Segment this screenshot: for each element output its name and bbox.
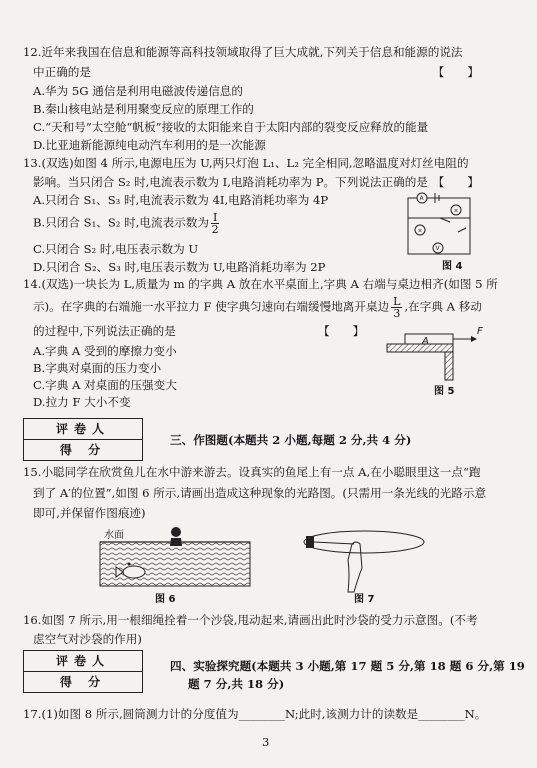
svg-text:×: × (417, 227, 423, 235)
water-surface-label: 水面 (104, 530, 124, 541)
q16-stem-line2: 虑空气对沙袋的作用) (33, 632, 142, 646)
q13-stem-line1: 13.(双选)如图 4 所示,电源电压为 U,两只灯泡 L₁、L₂ 完全相同,忽略温度对灯丝电阻的 (23, 156, 469, 170)
sandbag-swing-figure7 (296, 526, 436, 596)
q15-stem-line1: 15.小聪同学在欣赏鱼儿在水中游来游去。设真实的鱼尾上有一点 A,在小聪眼里这一点“跑 (23, 465, 481, 479)
section4-reviewer-label: 评卷人 (55, 654, 110, 668)
figure5-block-label: A (422, 336, 429, 347)
q13-option-c: C.只闭合 S₂ 时,电压表示数为 U (33, 242, 199, 256)
q14-stem-line3: 的过程中,下列说法正确的是 (33, 324, 176, 338)
q14-option-a: A.字典 A 受到的摩擦力变小 (33, 344, 177, 358)
q12-option-d: D.比亚迪新能源纯电动汽车利用的是一次能源 (33, 138, 266, 152)
figure5-caption: 图 5 (434, 386, 455, 397)
q12-answer-bracket: 【 】 (432, 65, 479, 79)
q14-option-c: C.字典 A 对桌面的压强变大 (33, 378, 177, 392)
figure4-caption: 图 4 (442, 261, 463, 272)
q12-option-b: B.秦山核电站是利用聚变反应的原理工作的 (33, 102, 254, 116)
q14-fraction-denominator: 3 (393, 307, 401, 320)
q14-stem-line2 (33, 296, 482, 319)
figure5-force-label: F (477, 326, 483, 337)
svg-text:×: × (453, 207, 459, 215)
circuit-diagram-figure4 (400, 192, 480, 264)
page-number: 3 (262, 735, 270, 749)
q13-option-d: D.只闭合 S₂、S₃ 时,电压表示数为 U,电路消耗功率为 2P (33, 260, 326, 274)
section4-title-line2: 题 7 分,共 18 分) (188, 677, 285, 691)
q13-stem-line2: 影响。当只闭合 S₂ 时,电流表示数为 I,电路消耗功率为 P。下列说法正确的是 (33, 175, 428, 189)
q13-answer-bracket: 【 】 (432, 175, 479, 189)
q12-stem-line2: 中正确的是 (33, 65, 91, 79)
section3-score-box (23, 418, 143, 461)
q13-option-b-fraction (211, 212, 219, 235)
svg-text:A: A (419, 195, 424, 202)
q14-answer-bracket: 【 】 (318, 324, 365, 338)
q13-option-a: A.只闭合 S₁、S₃ 时,电流表示数为 4I,电路消耗功率为 4P (33, 193, 329, 207)
dictionary-table-figure5 (383, 324, 483, 384)
q14-stem-line2-text: 示)。在字典的右端施一水平拉力 F 使字典匀速向右端缓慢地离开桌边 (33, 299, 390, 314)
q14-fraction-numerator: L (393, 295, 401, 308)
q14-stem-fraction (391, 296, 402, 319)
q15-stem-line2: 到了 A′的位置”,如图 6 所示,请画出造成这种现象的光路图。(只需用一条光线的光路示意 (33, 486, 487, 500)
q14-stem-line2-end: ,在字典 A 移动 (404, 299, 482, 314)
q14-stem-line1: 14.(双选)一块长为 L,质量为 m 的字典 A 放在水平桌面上,字典 A 右端与桌边相齐(如图 5 所 (23, 277, 498, 291)
q14-option-b: B.字典对桌面的压力变小 (33, 361, 162, 375)
figure7-caption: 图 7 (354, 594, 375, 605)
q13-option-b-text: B.只闭合 S₁、S₂ 时,电流表示数为 (33, 215, 209, 230)
q13-fraction-denominator: 2 (211, 223, 219, 236)
section4-score-label: 得 分 (24, 671, 142, 692)
section4-score-box (23, 650, 143, 693)
section3-reviewer-label: 评卷人 (55, 422, 110, 436)
section3-score-label: 得 分 (24, 439, 142, 460)
q15-stem-line3: 即可,并保留作图痕迹) (33, 506, 146, 520)
q17-stem: 17.(1)如图 8 所示,圆筒测力计的分度值为________N;此时,该测力计的读数是________N。 (23, 707, 487, 721)
section3-title: 三、作图题(本题共 2 小题,每题 2 分,共 4 分) (170, 433, 412, 447)
figure6-caption: 图 6 (155, 594, 176, 605)
q14-option-d: D.拉力 F 大小不变 (33, 395, 131, 409)
q16-stem-line1: 16.如图 7 所示,用一根细绳拴着一个沙袋,甩动起来,请画出此时沙袋的受力示意图。(不考 (23, 613, 478, 627)
q12-option-c: C.“天和号”太空舱“帆板”接收的太阳能来自于太阳内部的裂变反应释放的能量 (33, 120, 429, 134)
svg-text:V: V (435, 245, 440, 252)
q12-stem-line1: 12.近年来我国在信息和能源等高科技领域取得了巨大成就,下列关于信息和能源的说法 (23, 45, 463, 59)
q13-option-b (33, 212, 221, 235)
section4-title-line1: 四、实验探究题(本题共 3 小题,第 17 题 5 分,第 18 题 6 分,第 19 (170, 659, 525, 673)
q13-fraction-numerator: I (212, 211, 218, 224)
q12-option-a: A.华为 5G 通信是利用电磁波传递信息的 (33, 84, 243, 98)
